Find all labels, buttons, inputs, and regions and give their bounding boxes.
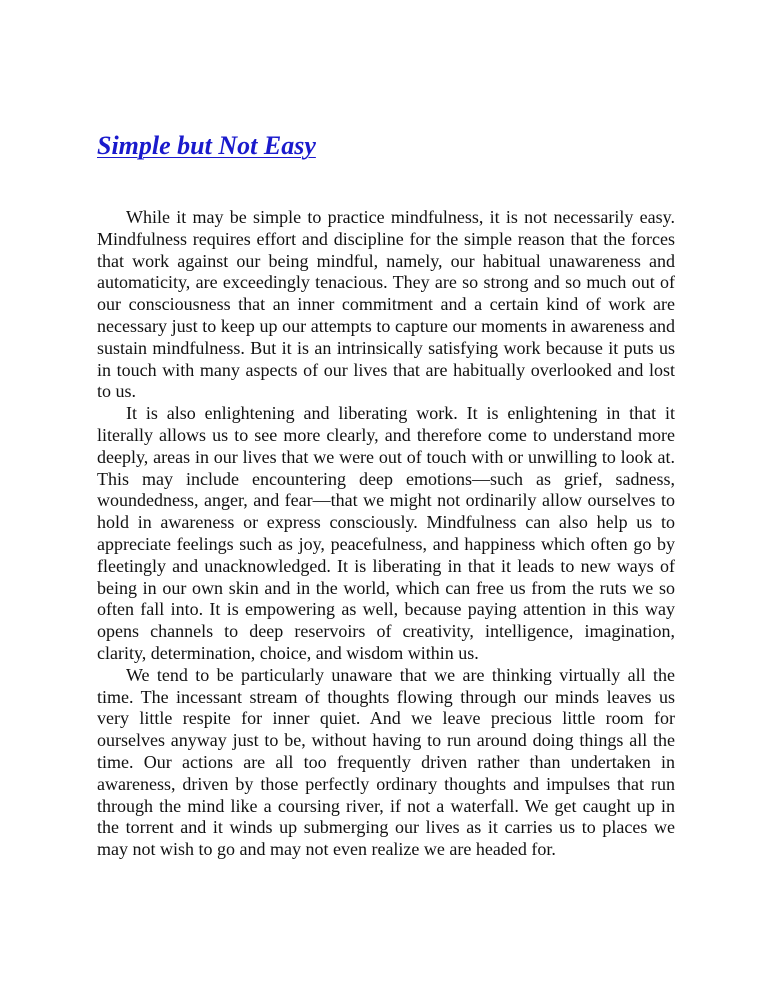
page-title[interactable]: Simple but Not Easy (97, 131, 316, 160)
paragraph: While it may be simple to practice mindfulness, it is not necessarily easy. Mindfulness requires effort and discipline for the simple reason that the forces that work against our being mindful, namely, our habitual unawareness and automaticity, are exceedingly tenacious. They are so strong and so much out of our consciousness that an inner commitment and a certain kind of work are necessary just to keep up our attempts to capture our moments in awareness and sustain mindfulness. But it is an intrinsically satisfying work because it puts us in touch with many aspects of our lives that are habitually overlooked and lost to us. (97, 207, 675, 402)
body-text (97, 207, 675, 861)
paragraph: It is also enlightening and liberating work. It is enlightening in that it literally allows us to see more clearly, and therefore come to understand more deeply, areas in our lives that we were out of touch with or unwilling to look at. This may include encountering deep emotions—such as grief, sadness, woundedness, anger, and fear—that we might not ordinarily allow ourselves to hold in awareness or express consciously. Mindfulness can also help us to appreciate feelings such as joy, peacefulness, and happiness which often go by fleetingly and unacknowledged. It is liberating in that it leads to new ways of being in our own skin and in the world, which can free us from the ruts we so often fall into. It is empowering as well, because paying attention in this way opens channels to deep reservoirs of creativity, intelligence, imagination, clarity, determination, choice, and wisdom within us. (97, 403, 675, 663)
paragraph: We tend to be particularly unaware that we are thinking virtually all the time. The incessant stream of thoughts flowing through our minds leaves us very little respite for inner quiet. And we leave precious little room for ourselves anyway just to be, without having to run around doing things all the time. Our actions are all too frequently driven rather than undertaken in awareness, driven by those perfectly ordinary thoughts and impulses that run through the mind like a coursing river, if not a waterfall. We get caught up in the torrent and it winds up submerging our lives as it carries us to places we may not wish to go and may not even realize we are headed for. (97, 664, 675, 860)
